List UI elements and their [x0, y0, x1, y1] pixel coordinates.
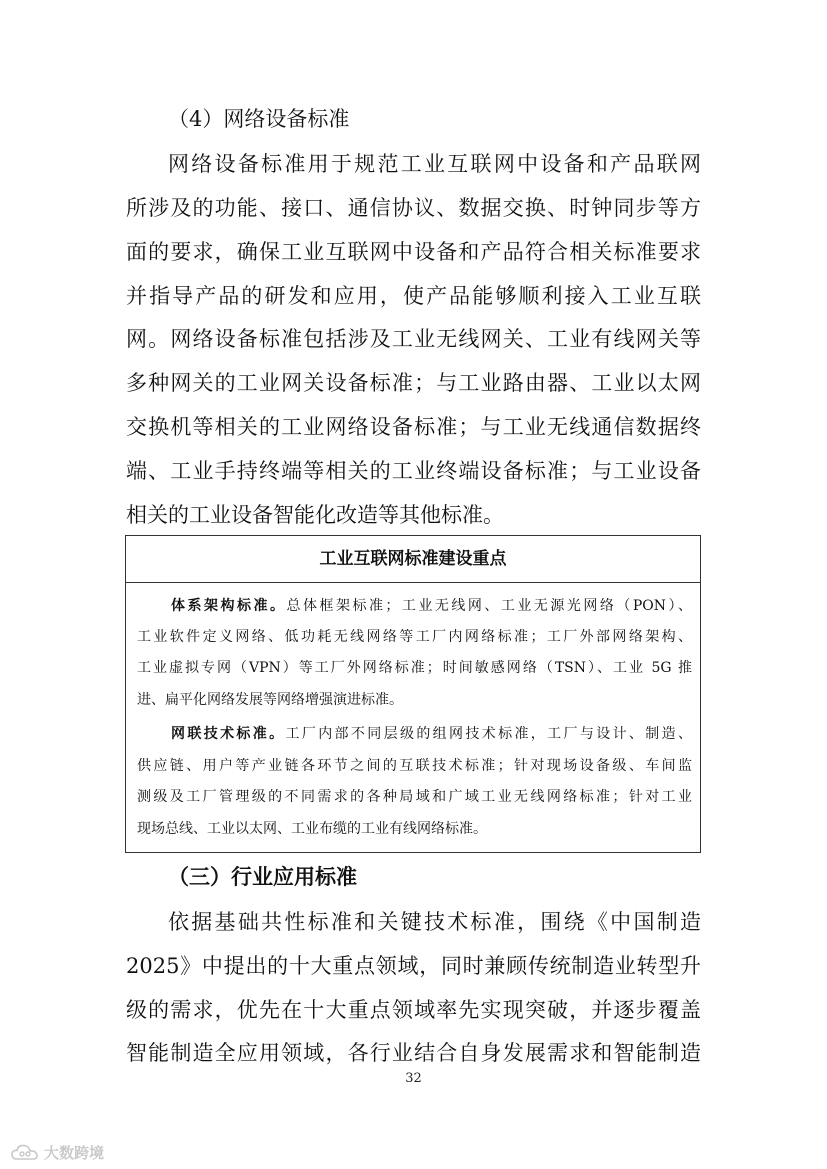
paragraph-line: 级的需求，优先在十大重点领域率先实现突破，并逐步覆盖 — [126, 998, 701, 1022]
key-points-box — [125, 535, 701, 853]
paragraph-line: 网络设备标准用于规范工业互联网中设备和产品联网 — [168, 152, 701, 176]
paragraph-line: 智能制造全应用领域，各行业结合自身发展需求和智能制造 — [126, 1041, 701, 1065]
page-number: 32 — [405, 1071, 422, 1086]
box-line: 测级及工厂管理级的不同需求的各种局域和广域工业无线网络标准；针对工业 — [137, 789, 692, 805]
section-heading-network-equipment: （4）网络设备标准 — [168, 107, 350, 131]
paragraph-line: 2025》中提出的十大重点领域，同时兼顾传统制造业转型升 — [126, 954, 701, 978]
box-line: 网联技术标准。工厂内部不同层级的组网技术标准，工厂与设计、制造、 — [171, 726, 692, 742]
paragraph-line: 多种网关的工业网关设备标准；与工业路由器、工业以太网 — [126, 371, 701, 395]
box-term-networking: 网联技术标准。 — [171, 726, 286, 742]
paragraph-line: 网。网络设备标准包括涉及工业无线网关、工业有线网关等 — [126, 327, 701, 351]
section-heading-industry-application: （三）行业应用标准 — [168, 865, 357, 889]
paragraph-line: 所涉及的功能、接口、通信协议、数据交换、时钟同步等方 — [126, 196, 701, 220]
box-line: 工业软件定义网络、低功耗无线网络等工厂内网络标准；工厂外部网络架构、 — [137, 629, 692, 645]
paragraph-line: 相关的工业设备智能化改造等其他标准。 — [126, 503, 504, 527]
paragraph-line: 依据基础共性标准和关键技术标准，围绕《中国制造 — [168, 910, 701, 934]
paragraph-line: 端、工业手持终端等相关的工业终端设备标准；与工业设备 — [126, 459, 701, 483]
box-term-architecture: 体系架构标准。 — [171, 598, 287, 614]
paragraph-line: 并指导产品的研发和应用，使产品能够顺利接入工业互联 — [126, 284, 701, 308]
box-line: 供应链、用户等产业链各环节之间的互联技术标准；针对现场设备级、车间监 — [137, 758, 692, 774]
watermark — [10, 1142, 104, 1163]
box-line: 进、扁平化网络发展等网络增强演进标准。 — [137, 692, 403, 708]
box-line: 体系架构标准。总体框架标准；工业无线网、工业无源光网络（PON）、 — [171, 598, 692, 614]
cloud-logo-icon — [10, 1143, 40, 1163]
watermark-text: 大数跨境 — [44, 1144, 105, 1162]
box-line: 工业虚拟专网（VPN）等工厂外网络标准；时间敏感网络（TSN）、工业 5G 推 — [137, 660, 692, 676]
box-title-row — [126, 536, 700, 583]
box-line: 现场总线、工业以太网、工业布缆的工业有线网络标准。 — [137, 821, 487, 837]
paragraph-line: 交换机等相关的工业网络设备标准；与工业无线通信数据终 — [126, 415, 701, 439]
box-title: 工业互联网标准建设重点 — [319, 549, 507, 569]
paragraph-line: 面的要求，确保工业互联网中设备和产品符合相关标准要求 — [126, 240, 701, 264]
